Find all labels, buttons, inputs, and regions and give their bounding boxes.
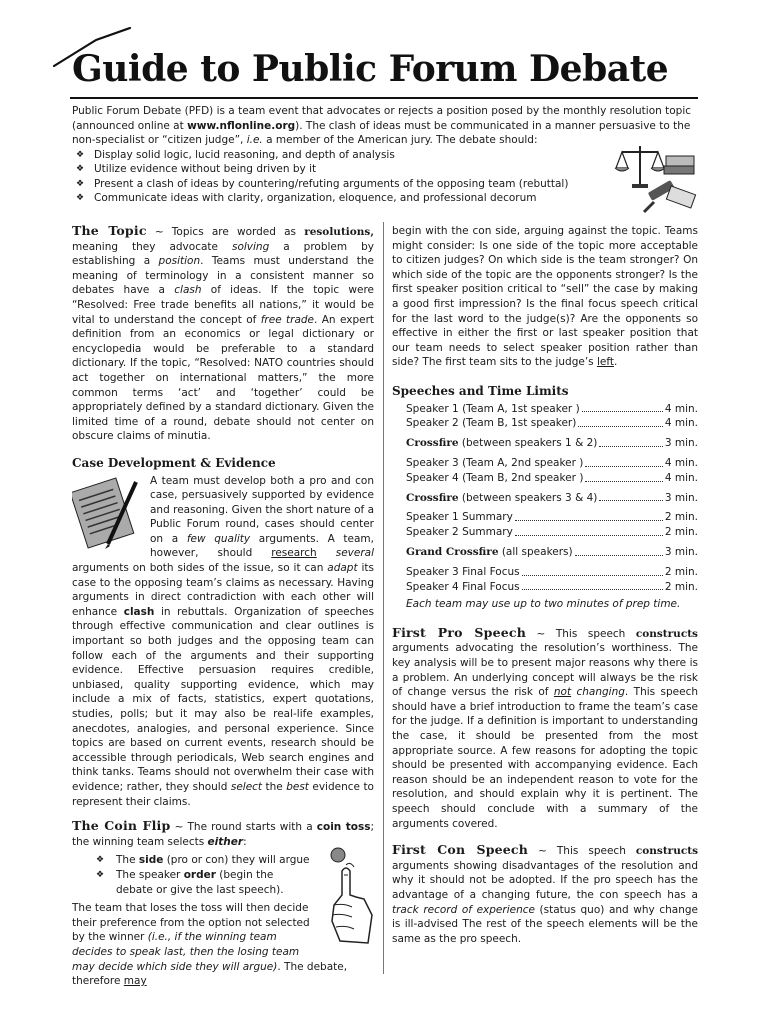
case-several: several xyxy=(335,547,374,560)
intro-bullet: ❖ Communicate ideas with clarity, organization, eloquence, and professional decorum xyxy=(72,191,700,206)
con-tilde: ~ xyxy=(528,845,557,858)
speech-time: 4 min. xyxy=(664,471,698,484)
topic-heading: The Topic xyxy=(72,223,147,238)
speech-row xyxy=(406,525,698,540)
speech-row xyxy=(406,416,698,431)
case-select: select xyxy=(230,780,263,793)
coin-side: side xyxy=(138,854,164,867)
scales-of-justice-icon xyxy=(614,140,698,214)
speech-time: 4 min. xyxy=(664,417,698,430)
topic-position: position xyxy=(158,255,201,268)
speech-row xyxy=(406,456,698,471)
topic-paragraph xyxy=(72,224,374,444)
speech-time-list xyxy=(406,402,698,612)
intro-paragraph xyxy=(72,104,700,148)
coin-option-text: (pro or con) they will argue xyxy=(163,854,310,867)
speech-time: 2 min. xyxy=(664,580,698,593)
coin-option-side xyxy=(72,853,374,868)
speech-label: Speaker 3 Final Focus xyxy=(406,565,520,578)
coin-option-text: (begin the debate or give the last speech). xyxy=(116,868,284,896)
speech-label: (between speakers 3 & 4) xyxy=(458,491,598,504)
intro-text-3: a member of the American jury. The debate should: xyxy=(262,134,538,146)
coin-option-order xyxy=(72,868,374,897)
coin-text: ; the winning team selects xyxy=(72,821,374,848)
coin-options-list xyxy=(72,853,374,897)
speech-label: Speaker 2 (Team B, 1st speaker) xyxy=(406,417,577,430)
con-text: (status quo) and why change is ill-advised The rest of the speech elements will be the same as the pro speech. xyxy=(392,903,698,945)
intro-bullet: ❖ Utilize evidence without being driven by it xyxy=(72,162,700,177)
continuation-paragraph xyxy=(392,224,698,370)
case-text: evidence to represent their claims. xyxy=(72,780,374,808)
speech-row xyxy=(406,402,698,417)
topic-resolutions: resolutions, xyxy=(304,226,374,238)
case-paragraph xyxy=(72,474,374,810)
speech-label: Speaker 3 (Team A, 2nd speaker ) xyxy=(406,456,584,469)
speeches-heading: Speeches and Time Limits xyxy=(392,383,569,398)
coin-heading: The Coin Flip xyxy=(72,818,171,834)
coin-tilde: ~ xyxy=(170,821,188,834)
speech-time: 2 min. xyxy=(664,565,698,578)
case-text: A team must develop both a pro and con case, persuasively supported by evidence and reasoning. Given the short nature of a Public Forum round, cases should center on a xyxy=(150,474,374,545)
crossfire-label: Grand Crossfire xyxy=(406,545,499,558)
nfl-url-link[interactable]: www.nflonline.org xyxy=(187,119,296,132)
speech-time: 2 min. xyxy=(664,511,698,524)
intro-text-2: ). The clash of ideas must be communicated in a manner persuasive to the non-specialist or “citizen judge”, xyxy=(72,119,691,146)
con-paragraph xyxy=(392,843,698,946)
case-research: research xyxy=(271,547,317,560)
title-rule xyxy=(70,97,698,99)
coin-example: (i.e., if the winning team decides to speak last, then the losing team may decide which side they will argue) xyxy=(72,931,300,973)
speech-row xyxy=(406,580,698,595)
pro-text: . This speech should have a brief introduction to frame the team’s case for the judge. If a definition is important to understanding the case, it should be presented from the most appropriate source. A few reasons for adopting the topic should be presented with accompanying evidence. Each reason should be an independent reason to vote for the resolution, and should explain why it is pertinent. The speech should conclude with a summary of the arguments covered. xyxy=(392,686,698,830)
con-heading: First Con Speech xyxy=(392,842,529,858)
coin-either: either xyxy=(207,835,244,848)
intro-bullet: ❖ Present a clash of ideas by countering/refuting arguments of the opposing team (rebuttal) xyxy=(72,177,700,192)
speech-row xyxy=(406,471,698,486)
intro-text-1: Public Forum Debate (PFD) is a team event that advocates or rejects a position posed by the monthly resolution topic (announced online at xyxy=(72,105,692,132)
speech-time: 2 min. xyxy=(664,526,698,539)
topic-solving: solving xyxy=(231,240,270,253)
con-constructs: constructs xyxy=(635,845,698,858)
coin-may: may xyxy=(123,975,147,988)
coin-text: The team that loses the toss will then decide their preference from the option not selected by the winner xyxy=(72,902,310,944)
speech-time: 3 min. xyxy=(664,491,698,504)
case-clash: clash xyxy=(123,605,155,618)
speech-time: 3 min. xyxy=(664,545,698,558)
speech-label: (between speakers 1 & 2) xyxy=(458,437,598,450)
speech-label: (all speakers) xyxy=(498,545,573,558)
prep-time-note: Each team may use up to two minutes of prep time. xyxy=(406,598,681,611)
topic-text: Topics are worded as xyxy=(171,226,305,238)
crossfire-label: Crossfire xyxy=(406,437,459,450)
case-few-quality: few quality xyxy=(186,532,251,545)
right-column xyxy=(392,224,698,946)
topic-tilde: ~ xyxy=(146,226,172,238)
con-track-record: track record of experience xyxy=(392,903,535,916)
topic-text: of ideas. If the topic were “Resolved: Free trade benefits all nations,” it would be vital to understand the concept of xyxy=(72,284,375,326)
speech-time: 4 min. xyxy=(664,456,698,469)
topic-text: . Teams must understand the meaning of terminology in a consistent manner so debates have a xyxy=(72,255,374,297)
coin-text: . The debate, therefore xyxy=(72,960,348,988)
speech-row xyxy=(406,510,698,525)
continuation-end: . xyxy=(614,356,618,369)
speech-row xyxy=(406,491,698,506)
case-text: arguments. A team, however, should xyxy=(150,532,374,560)
coin-toss: coin toss xyxy=(316,821,371,834)
pro-text: This speech xyxy=(555,627,636,640)
topic-text: . An expert definition from an economics or legal dictionary or encyclopedia would be preferable to a standard dictionary. If the topic, “Resolved: NATO countries should act together on international matters,” the more common terms ‘act’ and ‘together’ could be appropriately defined by a standard dictionary. Given the limited time of a round, debate should not center on obscure claims of minutia. xyxy=(72,313,375,443)
intro-bullet-list xyxy=(72,148,700,206)
speech-row xyxy=(406,545,698,560)
case-text: in rebuttals. Organization of speeches through effective communication and clear outlines is important so both judges and the opposing team can follow each of the arguments and their supporting evidence. Effective persuasion requires credible, unbiased, quality supporting evidence, which may include a mix of facts, statistics, expert quotations, studies, polls; but it may also be real-life examples, anecdotes, analogies, and personal experience. Since topics are based on current events, research should be accessible through periodicals, Web search engines and think tanks. Teams should not overwhelm their case with evidence; rather, they should xyxy=(72,605,374,793)
pro-not: not xyxy=(553,686,572,699)
continuation-text: begin with the con side, arguing against the topic. Teams might consider: Is one side of the topic more acceptable to citizen judges? On which side is the team stronger? On which side of the topic are the opponents stronger? Is the first speaker position critical to “sell” the case by making a good first impression? Is the final focus speech critical for the last word to the judge(s)? Are the opponents so effective in either the first or last speaker position that our team needs to select speaker position rather than side? The first team sits to the judge’s xyxy=(392,225,698,369)
case-text: its case to the opposing team’s claims as necessary. Having arguments in direct contradiction with each other will enhance xyxy=(72,562,375,618)
speech-time: 4 min. xyxy=(664,402,698,415)
continuation-left: left xyxy=(597,356,615,369)
pro-heading: First Pro Speech xyxy=(392,624,526,640)
topic-clash: clash xyxy=(174,284,202,297)
topic-text: a problem by establishing a xyxy=(72,240,374,268)
speech-label: Speaker 4 Final Focus xyxy=(406,580,520,593)
speech-label: Speaker 1 (Team A, 1st speaker ) xyxy=(406,402,580,415)
page-title: Guide to Public Forum Debate xyxy=(72,48,669,90)
case-heading: Case Development & Evidence xyxy=(72,455,276,470)
speech-label: Speaker 1 Summary xyxy=(406,511,513,524)
topic-free-trade: free trade xyxy=(260,313,315,326)
intro-section xyxy=(72,104,700,206)
coin-order: order xyxy=(183,868,216,881)
pro-text: arguments advocating the resolution’s worthiness. The key analysis will be to present major reasons why there is a problem. An underlying concept will always be the risk of change versus the risk of xyxy=(392,642,698,699)
con-text: arguments showing disadvantages of the resolution and why it should not be adopted. If the pro speech has the advantage of a changing future, the con speech has a xyxy=(392,859,698,901)
coin-option-text: The speaker xyxy=(116,868,184,881)
pro-tilde: ~ xyxy=(526,627,556,640)
coin-text: The round starts with a xyxy=(187,821,317,834)
pro-paragraph xyxy=(392,626,698,831)
topic-text: meaning they advocate xyxy=(72,240,232,253)
case-text: the xyxy=(262,780,287,793)
case-text xyxy=(317,547,336,559)
con-text: This speech xyxy=(556,845,636,858)
speech-label: Speaker 2 Summary xyxy=(406,526,513,539)
speech-row xyxy=(406,436,698,451)
intro-bullet: ❖ Display solid logic, lucid reasoning, and depth of analysis xyxy=(72,148,700,163)
case-adapt: adapt xyxy=(327,562,358,575)
pro-constructs: constructs xyxy=(635,627,698,640)
notepad-pen-icon xyxy=(72,476,144,550)
intro-ie: i.e. xyxy=(246,134,263,146)
pro-changing: changing xyxy=(571,686,625,699)
left-column xyxy=(72,224,374,989)
speech-label: Speaker 4 (Team B, 2nd speaker ) xyxy=(406,471,584,484)
speech-time: 3 min. xyxy=(664,437,698,450)
speech-row xyxy=(406,565,698,580)
coin-option-text: The xyxy=(116,854,139,867)
column-divider xyxy=(383,222,384,974)
coin-text: : xyxy=(243,835,247,848)
case-text: arguments on both sides of the issue, so it can xyxy=(72,562,328,575)
case-best: best xyxy=(286,780,309,793)
crossfire-label: Crossfire xyxy=(406,491,459,504)
